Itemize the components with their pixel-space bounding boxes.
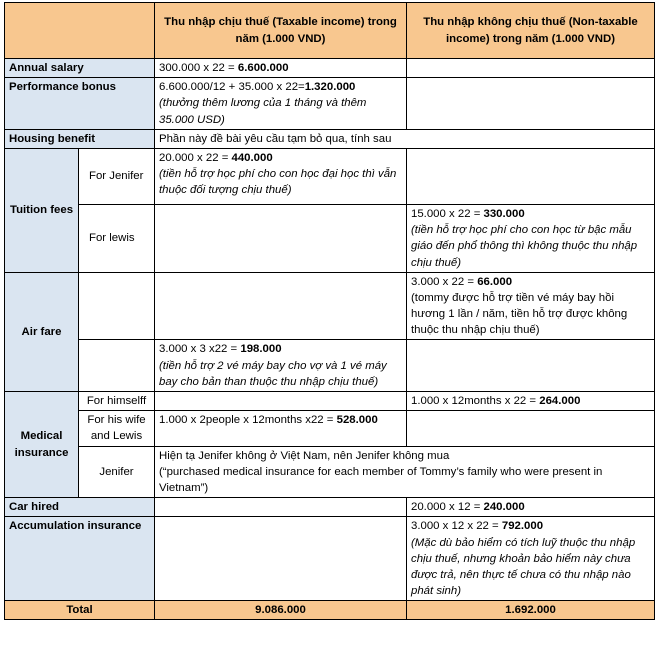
label-performance-bonus: Performance bonus (5, 78, 155, 130)
annual-salary-nontaxable (407, 59, 655, 78)
value-text: 6.600.000 (237, 62, 289, 74)
note-text: (tommy được hỗ trợ tiền vé máy bay hồi hương 1 lần / năm, tiền hỗ trợ được không thuộc thu nhập chịu thuế) (411, 291, 628, 337)
note-text: (tiền hỗ trợ 2 vé máy bay cho vợ và 1 vé máy bay cho bản than thuộc thu nhập chịu thuế) (159, 359, 387, 388)
housing-benefit-note: Phần này đề bài yêu cầu tạm bỏ qua, tính sau (155, 129, 655, 148)
performance-bonus-taxable (155, 78, 407, 130)
label-for-himself: For himselff (79, 392, 155, 411)
income-table (4, 2, 655, 620)
note-text: (thưởng thêm lương của 1 tháng và thêm 35.000 USD) (159, 97, 367, 126)
row-tuition-jenifer (5, 148, 655, 204)
medical-himself-nontaxable (407, 392, 655, 411)
label-accumulation-insurance: Accumulation insurance (5, 517, 155, 601)
label-for-lewis: For lewis (79, 204, 155, 272)
calc-text: 1.000 x 12months x 22 = (411, 395, 540, 407)
airfare-1-nontaxable (407, 272, 655, 340)
airfare-2-taxable (155, 340, 407, 392)
label-housing-benefit: Housing benefit (5, 129, 155, 148)
label-car-hired: Car hired (5, 498, 155, 517)
value-text: 264.000 (539, 395, 581, 407)
row-accumulation-insurance (5, 517, 655, 601)
row-airfare-2 (5, 340, 655, 392)
calc-text: 1.000 x 2people x 12months x22 = (159, 414, 337, 427)
calc-text: 15.000 x 22 = (411, 207, 484, 220)
label-for-jenifer: For Jenifer (79, 148, 155, 204)
label-jenifer: Jenifer (79, 446, 155, 498)
label-medical-insurance: Medical insurance (5, 392, 79, 498)
total-nontaxable: 1.692.000 (407, 601, 655, 620)
calc-text: 3.000 x 22 = (411, 275, 478, 288)
label-for-wife-lewis: For his wife and Lewis (79, 411, 155, 446)
airfare-1-sub (79, 272, 155, 340)
calc-text: 20.000 x 22 = (159, 151, 232, 164)
value-text: 66.000 (477, 275, 513, 288)
calc-text: 3.000 x 12 x 22 = (411, 520, 502, 533)
airfare-2-sub (79, 340, 155, 392)
calc-text: 3.000 x 3 x22 = (159, 343, 241, 356)
tuition-jenifer-nontaxable (407, 148, 655, 204)
quote-text: (“purchased medical insurance for each member of Tommy’s family who were present in Vietnam”) (159, 465, 603, 494)
header-nontaxable: Thu nhập không chịu thuế (Non-taxable income) trong năm (1.000 VND) (407, 3, 655, 59)
row-medical-himself (5, 392, 655, 411)
row-medical-wife-lewis (5, 411, 655, 446)
note-text: (Mặc dù bảo hiểm có tích luỹ thuộc thu nhập chịu thuế, nhưng khoản bảo hiểm này chưa được trả, nên thực tế chưa có thu nhập nào phát sinh) (411, 536, 636, 598)
medical-wife-lewis-taxable (155, 411, 407, 446)
calc-text: 6.600.000/12 + 35.000 x 22= (159, 81, 305, 94)
medical-himself-taxable (155, 392, 407, 411)
value-text: 440.000 (231, 151, 273, 164)
car-hired-taxable (155, 498, 407, 517)
calc-text: 300.000 x 22 = (159, 62, 238, 74)
label-total: Total (5, 601, 155, 620)
row-tuition-lewis (5, 204, 655, 272)
row-car-hired (5, 498, 655, 517)
total-taxable: 9.086.000 (155, 601, 407, 620)
header-row (5, 3, 655, 59)
medical-wife-lewis-nontaxable (407, 411, 655, 446)
accumulation-taxable (155, 517, 407, 601)
row-annual-salary (5, 59, 655, 78)
airfare-2-nontaxable (407, 340, 655, 392)
value-text: 792.000 (501, 520, 544, 533)
performance-bonus-nontaxable (407, 78, 655, 130)
car-hired-nontaxable (407, 498, 655, 517)
header-empty-cell (5, 3, 155, 59)
label-tuition-fees: Tuition fees (5, 148, 79, 272)
value-text: 1.320.000 (304, 81, 356, 94)
note-text: (tiền hỗ trợ học phí cho con học từ bậc mẫu giáo đến phổ thông thì không thuộc thu nhập chịu thuế) (411, 224, 638, 269)
row-total (5, 601, 655, 620)
tuition-lewis-taxable (155, 204, 407, 272)
note-text: Hiện tạ Jenifer không ở Việt Nam, nên Jenifer không mua (159, 449, 450, 462)
value-text: 330.000 (483, 207, 525, 220)
row-housing-benefit (5, 129, 655, 148)
calc-text: 20.000 x 12 = (411, 501, 484, 514)
value-text: 198.000 (240, 343, 282, 356)
value-text: 240.000 (483, 501, 525, 514)
tuition-lewis-nontaxable (407, 204, 655, 272)
value-text: 528.000 (336, 414, 378, 427)
tuition-jenifer-taxable (155, 148, 407, 204)
label-air-fare: Air fare (5, 272, 79, 391)
airfare-1-taxable (155, 272, 407, 340)
label-annual-salary: Annual salary (5, 59, 155, 78)
annual-salary-taxable (155, 59, 407, 78)
row-medical-jenifer (5, 446, 655, 498)
note-text: (tiền hỗ trợ học phí cho con học đại học thì vẫn thuộc đối tượng chịu thuế) (159, 168, 397, 197)
accumulation-nontaxable (407, 517, 655, 601)
header-taxable: Thu nhập chịu thuế (Taxable income) trong năm (1.000 VND) (155, 3, 407, 59)
medical-jenifer-note (155, 446, 655, 498)
row-airfare-1 (5, 272, 655, 340)
row-performance-bonus (5, 78, 655, 130)
